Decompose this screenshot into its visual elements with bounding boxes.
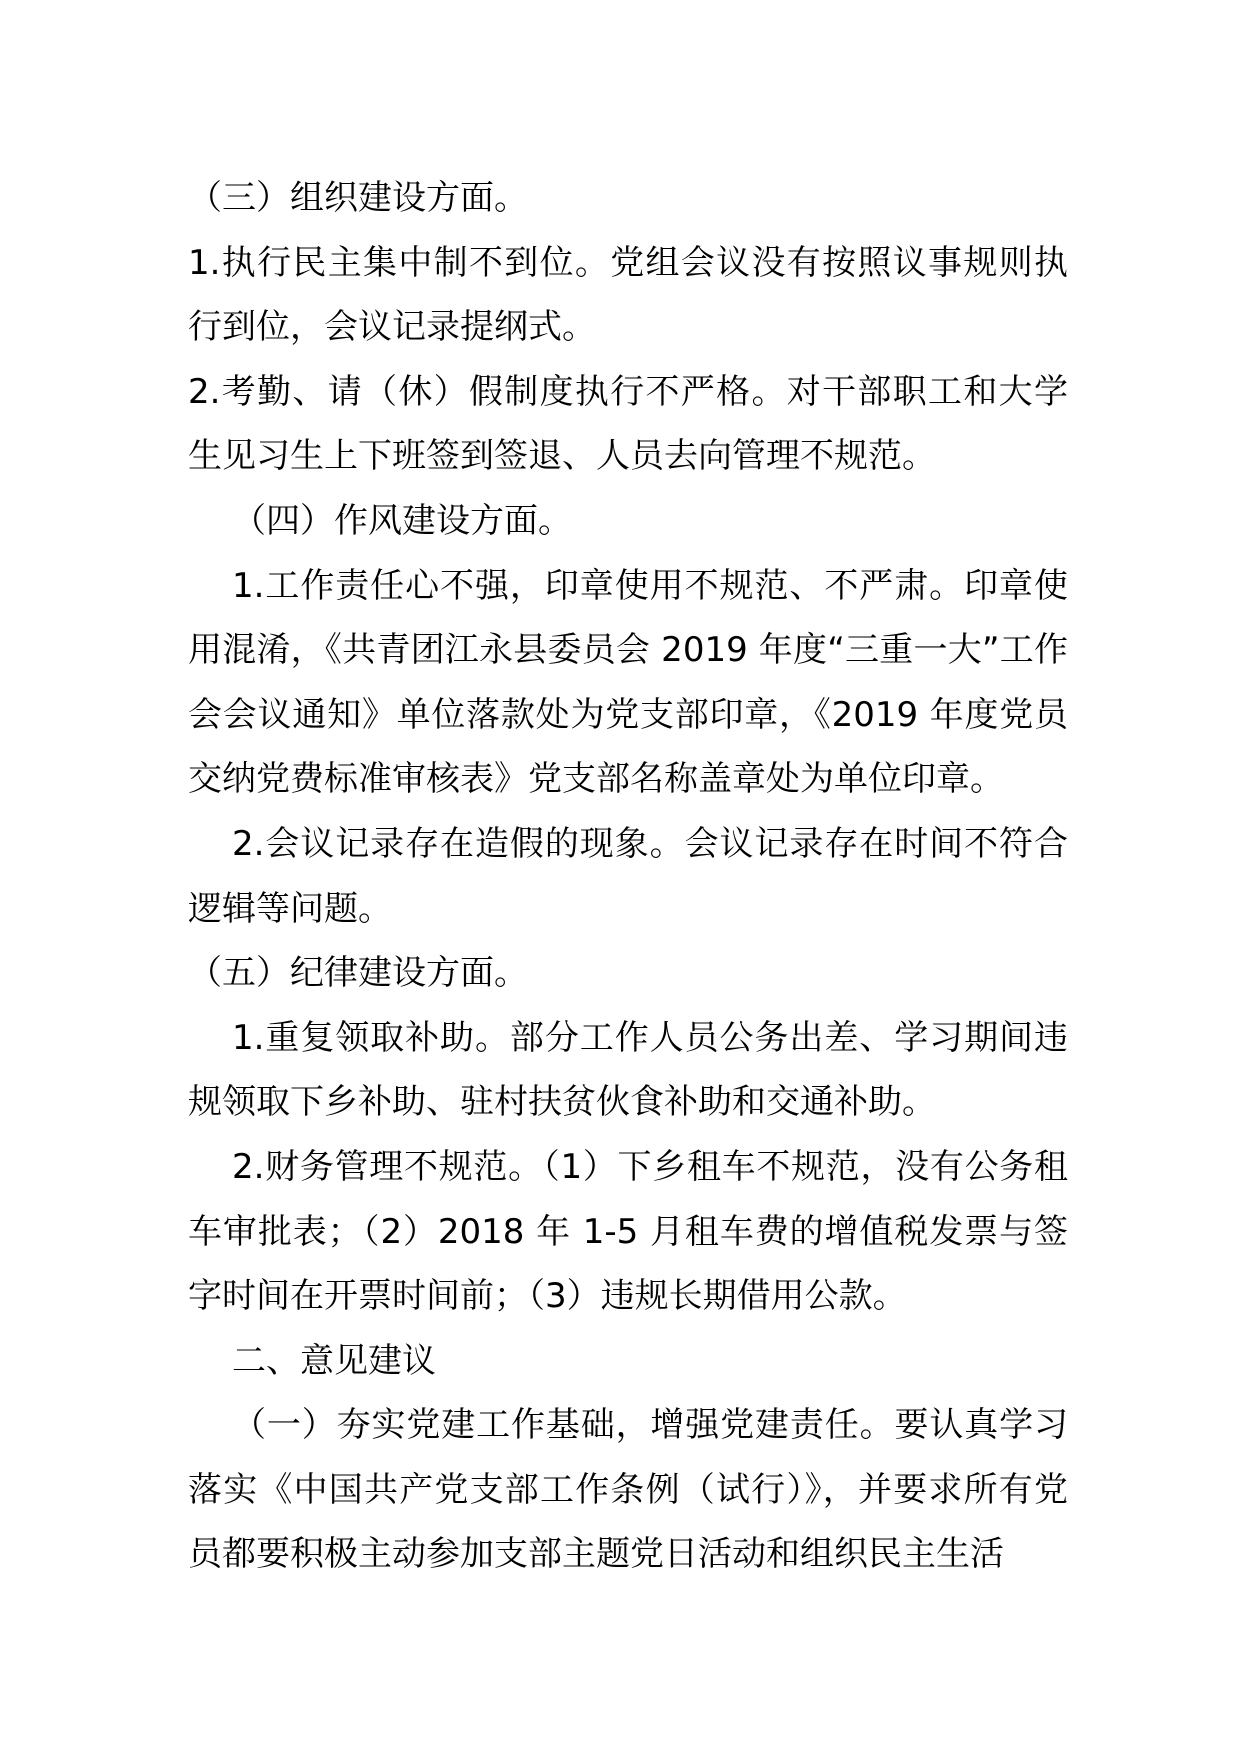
section-heading-discipline: （五）纪律建设方面。	[188, 953, 528, 994]
section-heading-organization: （三）组织建设方面。	[188, 178, 528, 218]
paragraph-org-item-1: 1.执行民主集中制不到位。党组会议没有按照议事规则执行到位，会议记录提纲式。	[188, 242, 1068, 348]
paragraph-discipline-item-2: 2.财务管理不规范。（1）下乡租车不规范，没有公务租车审批表；（2）2018 年 1-5 月租车费的增值税发票与签字时间在开票时间前；（3）违规长期借用公款。	[188, 1146, 1068, 1317]
paragraph-style-item-1: 1.工作责任心不强，印章使用不规范、不严肃。印章使用混淆，《共青团江永县委员会 2019 年度“三重一大”工作会会议通知》单位落款处为党支部印章，《2019 年度党员交纳党费标准审核表》党支部名称盖章处为单位印章。	[188, 565, 1068, 800]
paragraph-suggestion-item-1: （一）夯实党建工作基础，增强党建责任。要认真学习落实《中国共产党支部工作条例（试行）》，并要求所有党员都要积极主动参加支部主题党日活动和组织民主生活	[188, 1405, 1068, 1575]
document-body	[188, 166, 1068, 1587]
section-heading-suggestions: 二、意见建议	[232, 1340, 436, 1381]
paragraph-discipline-item-1: 1.重复领取补助。部分工作人员公务出差、学习期间违规领取下乡补助、驻村扶贫伙食补助和交通补助。	[188, 1017, 1068, 1123]
paragraph-org-item-2: 2.考勤、请（休）假制度执行不严格。对干部职工和大学生见习生上下班签到签退、人员去向管理不规范。	[188, 371, 1068, 477]
paragraph-style-item-2: 2.会议记录存在造假的现象。会议记录存在时间不符合逻辑等问题。	[188, 823, 1068, 929]
section-heading-work-style: （四）作风建设方面。	[232, 500, 572, 541]
